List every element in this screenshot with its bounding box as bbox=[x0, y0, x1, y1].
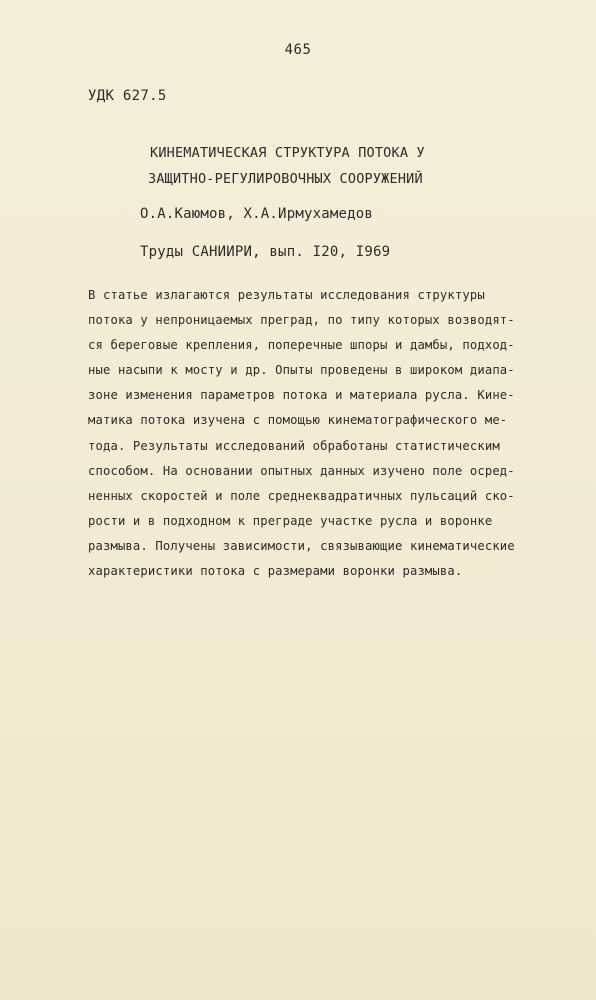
abstract-line: рости и в подходном к преграде участке русла и воронке bbox=[88, 513, 493, 528]
title-line-2: ЗАЩИТНО-РЕГУЛИРОВОЧНЫХ СООРУЖЕНИЙ bbox=[148, 171, 423, 187]
abstract-line: тода. Результаты исследований обработаны статистическим bbox=[88, 438, 500, 453]
abstract-line: матика потока изучена с помощью кинематографического ме- bbox=[88, 413, 508, 428]
abstract-line: зоне изменения параметров потока и материала русла. Кине- bbox=[88, 388, 515, 403]
abstract-line: характеристики потока с размерами воронки размыва. bbox=[88, 564, 463, 579]
abstract-line: способом. На основании опытных данных изучено поле осред- bbox=[88, 463, 515, 478]
document-title bbox=[150, 140, 450, 192]
abstract-line: ные насыпи к мосту и др. Опыты проведены в широком диапа- bbox=[88, 363, 515, 378]
page-number: 465 bbox=[284, 42, 312, 58]
abstract bbox=[88, 283, 528, 584]
abstract-line: ся береговые крепления, поперечные шпоры и дамбы, подход- bbox=[88, 338, 515, 353]
abstract-line: потока у непроницаемых преград, по типу которых возводят- bbox=[88, 313, 515, 328]
authors: О.А.Каюмов, Х.А.Ирмухамедов bbox=[140, 206, 373, 222]
title-line-1: КИНЕМАТИЧЕСКАЯ СТРУКТУРА ПОТОКА У bbox=[150, 145, 425, 161]
abstract-line: размыва. Получены зависимости, связывающие кинематические bbox=[88, 538, 515, 553]
abstract-line: ненных скоростей и поле среднеквадратичных пульсаций ско- bbox=[88, 488, 515, 503]
udk-code: УДК 627.5 bbox=[88, 88, 167, 104]
abstract-line: В статье излагаются результаты исследования структуры bbox=[88, 288, 485, 302]
publication-source: Труды САНИИРИ, вып. I20, I969 bbox=[140, 244, 391, 260]
